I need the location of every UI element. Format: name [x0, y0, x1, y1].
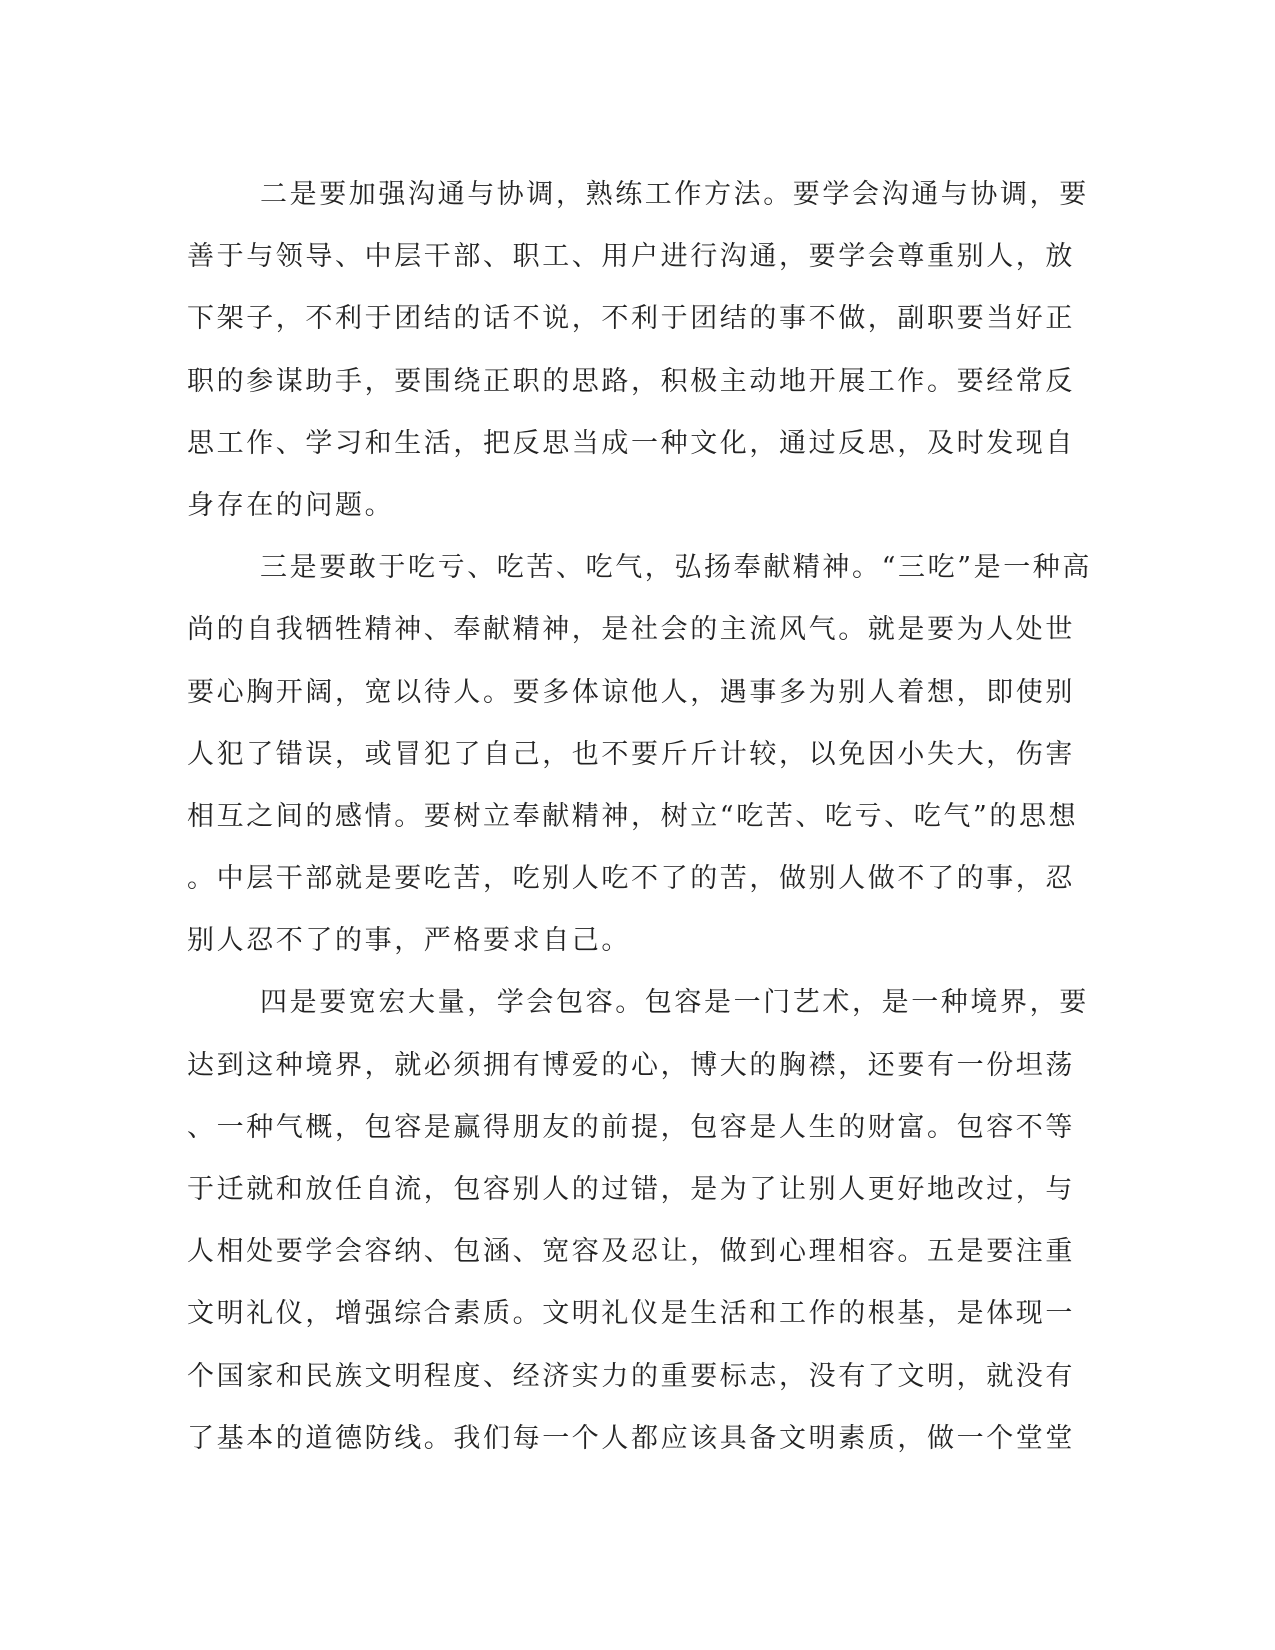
text-line: 要心胸开阔，宽以待人。要多体谅他人，遇事多为别人着想，即使别: [187, 676, 1075, 708]
text-line: 身存在的问题。: [187, 489, 395, 521]
text-line: 人犯了错误，或冒犯了自己，也不要斤斤计较，以免因小失大，伤害: [187, 738, 1075, 770]
text-line: 人相处要学会容纳、包涵、宽容及忍让，做到心理相容。五是要注重: [187, 1236, 1075, 1268]
text-line: 相互之间的感情。要树立奉献精神，树立“吃苦、吃亏、吃气”的思想: [187, 800, 1079, 832]
text-line: 了基本的道德防线。我们每一个人都应该具备文明素质，做一个堂堂: [187, 1422, 1075, 1454]
text-line: 职的参谋助手，要围绕正职的思路，积极主动地开展工作。要经常反: [187, 365, 1075, 397]
text-line: 下架子，不利于团结的话不说，不利于团结的事不做，副职要当好正: [187, 303, 1075, 335]
text-line: 善于与领导、中层干部、职工、用户进行沟通，要学会尊重别人，放: [187, 241, 1075, 273]
text-line: 三是要敢于吃亏、吃苦、吃气，弘扬奉献精神。“三吃”是一种高: [260, 552, 1093, 584]
body-text: [187, 164, 1093, 1470]
paragraph-4-tolerance: [187, 972, 1087, 1470]
text-line: 个国家和民族文明程度、经济实力的重要标志，没有了文明，就没有: [187, 1360, 1075, 1392]
text-line: 于迁就和放任自流，包容别人的过错，是为了让别人更好地改过，与: [187, 1174, 1075, 1205]
text-line: 二是要加强沟通与协调，熟练工作方法。要学会沟通与协调，要: [260, 179, 1089, 210]
paragraph-2-communication: [187, 164, 1087, 537]
text-line: 。中层干部就是要吃苦，吃别人吃不了的苦，做别人做不了的事，忍: [187, 863, 1075, 895]
paragraph-3-sacrifice: [187, 537, 1093, 972]
text-line: 达到这种境界，就必须拥有博爱的心，博大的胸襟，还要有一份坦荡: [187, 1049, 1075, 1081]
text-line: 文明礼仪，增强综合素质。文明礼仪是生活和工作的根基，是体现一: [187, 1298, 1075, 1330]
text-line: 尚的自我牺牲精神、奉献精神，是社会的主流风气。就是要为人处世: [187, 614, 1075, 646]
text-line: 四是要宽宏大量，学会包容。包容是一门艺术，是一种境界，要: [260, 987, 1089, 1019]
text-line: 别人忍不了的事，严格要求自己。: [187, 925, 631, 957]
text-line: 思工作、学习和生活，把反思当成一种文化，通过反思，及时发现自: [187, 427, 1075, 459]
text-line: 、一种气概，包容是赢得朋友的前提，包容是人生的财富。包容不等: [187, 1111, 1075, 1143]
